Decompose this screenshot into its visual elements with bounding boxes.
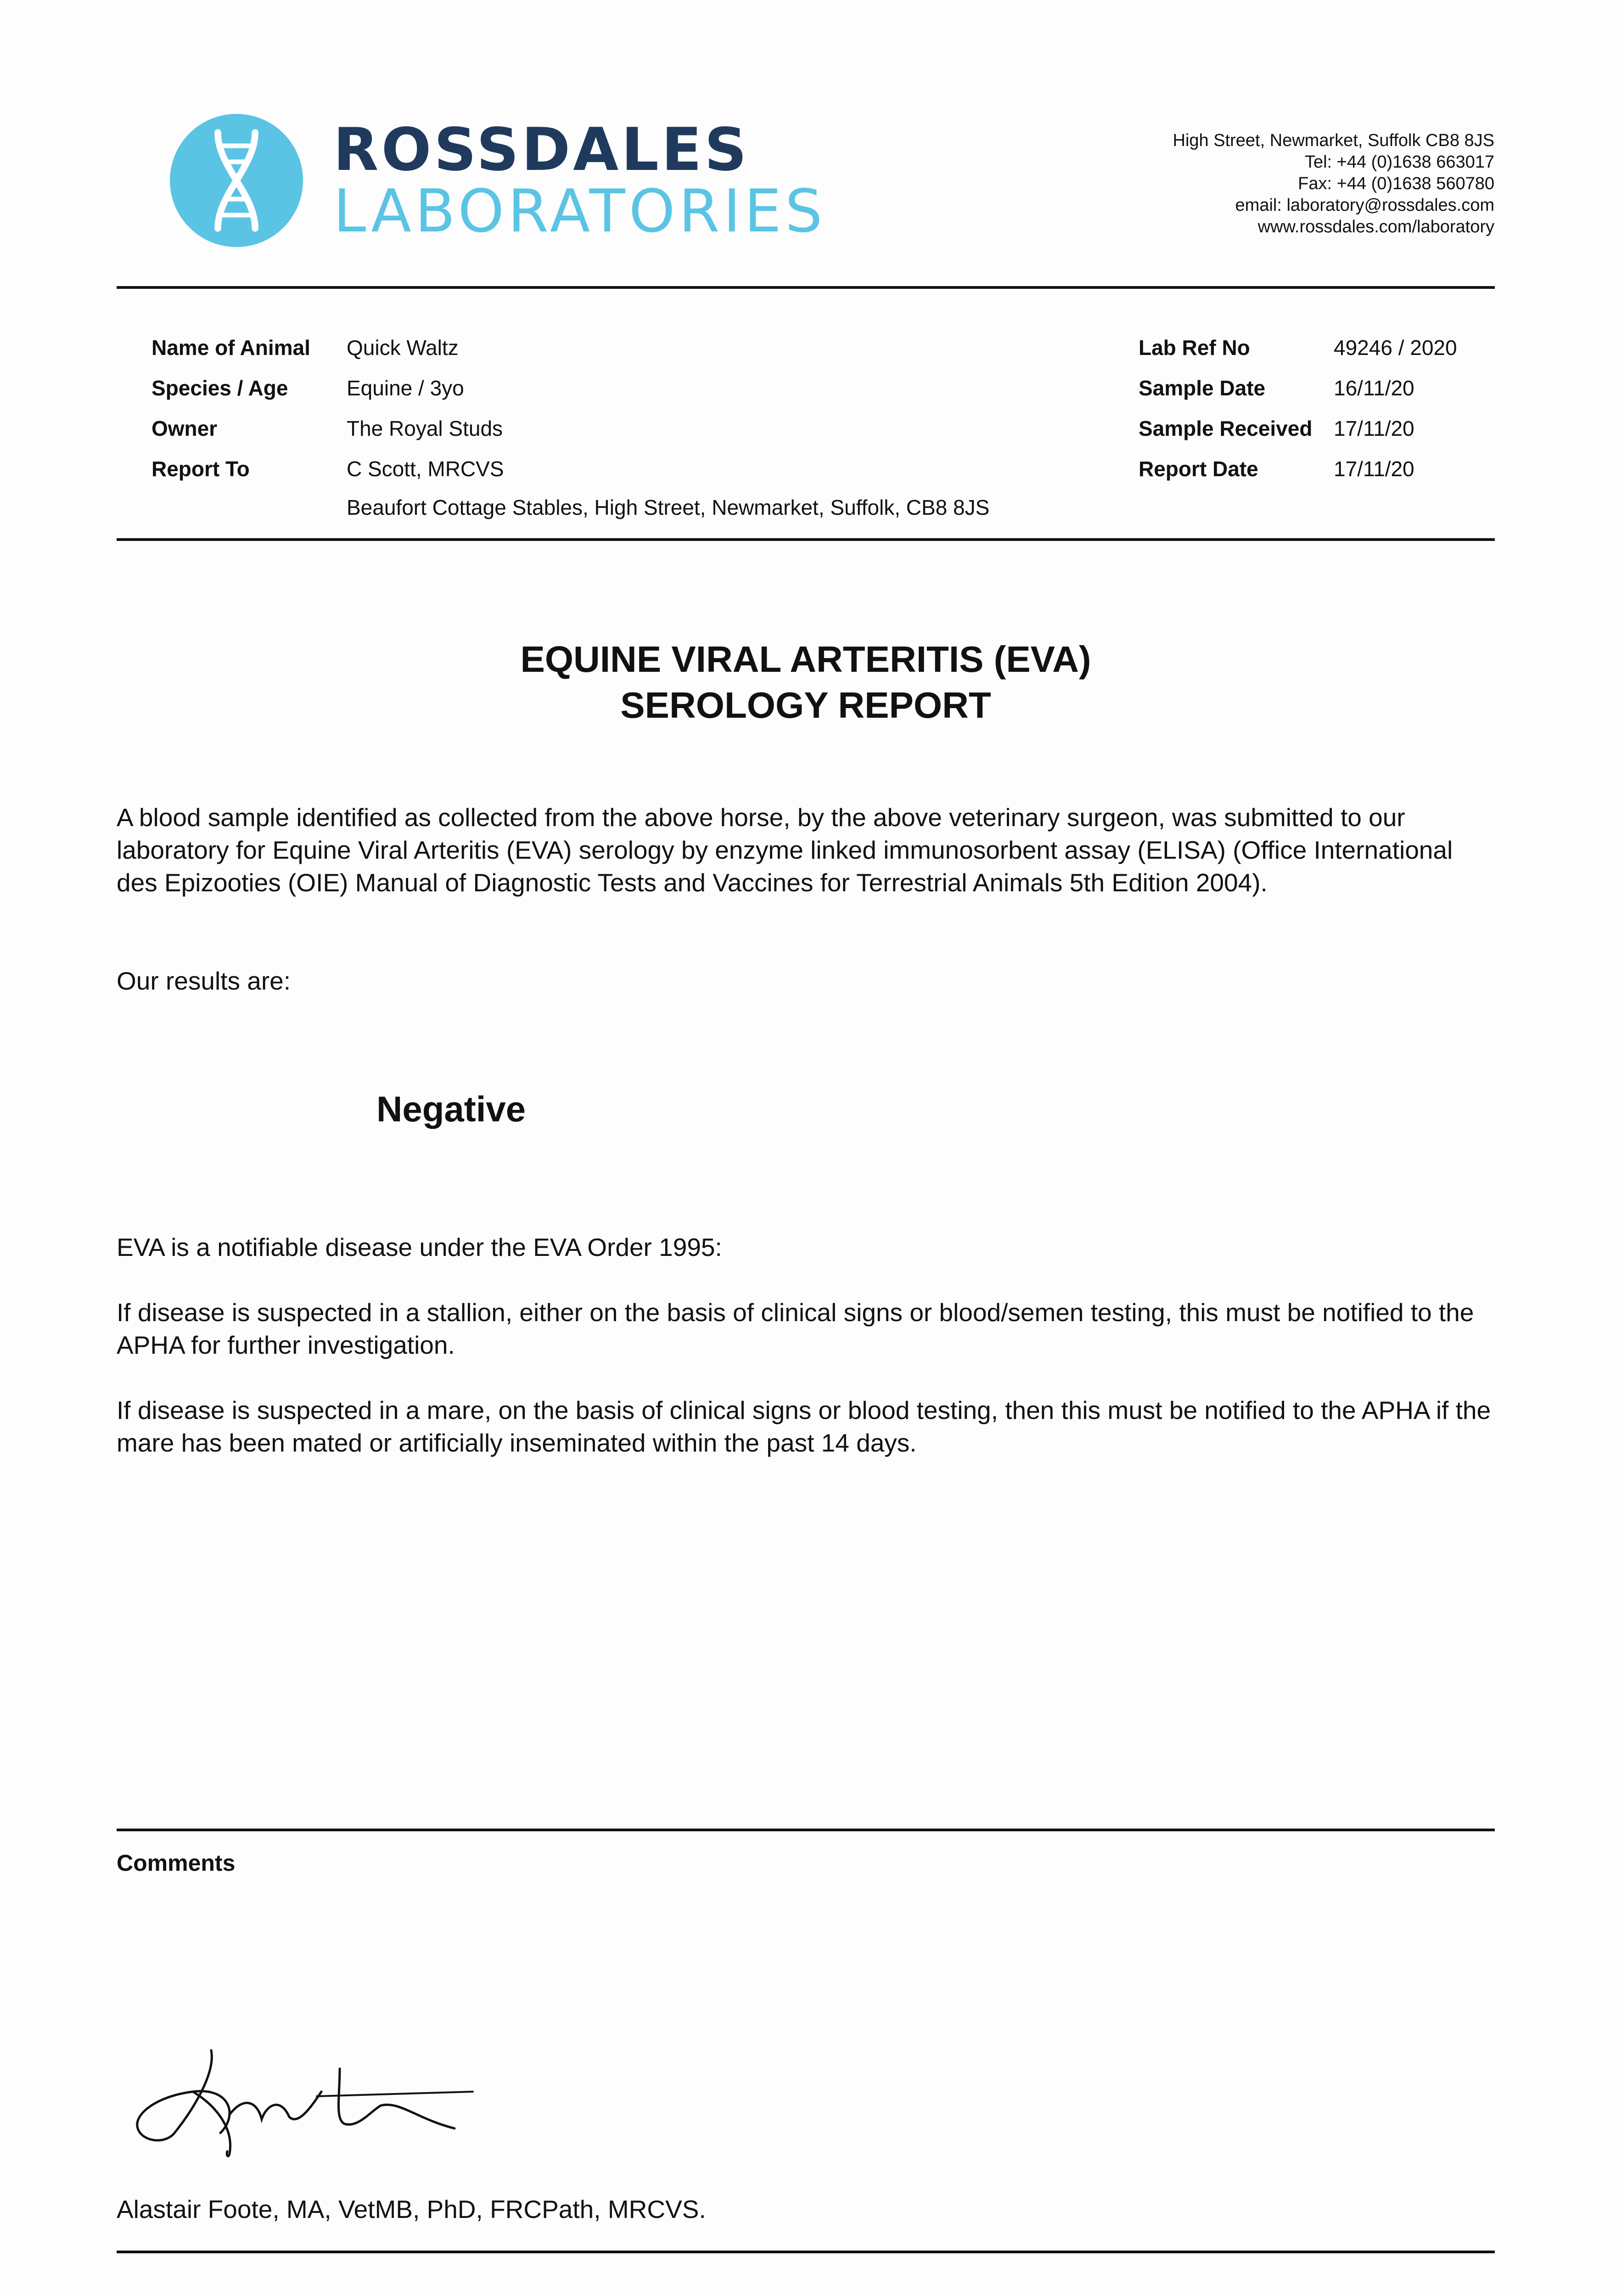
intro-paragraph: A blood sample identified as collected from the above horse, by the above veterinary surgeon, was submitted to our laboratory for Equine Viral Arteritis (EVA) serology by enzyme linked immunosorbent assay (ELISA) (Office International des Epizooties (OIE) Manual of Diagnostic Tests and Vaccines for Terrestrial Animals 5th Edition 2004). (117, 803, 1453, 897)
comments-divider (117, 1829, 1495, 1831)
footer-divider (117, 2251, 1495, 2253)
report-to-address: Beaufort Cottage Stables, High Street, Newmarket, Suffolk, CB8 8JS (347, 495, 990, 519)
report-to-value: C Scott, MRCVS (347, 457, 504, 481)
lab-address: High Street, Newmarket, Suffolk CB8 8JS (1173, 131, 1494, 150)
stallion-note: If disease is suspected in a stallion, either on the basis of clinical signs or blood/semen testing, this must be notified to the APHA for further investigation. (117, 1298, 1474, 1359)
sample-received-value: 17/11/20 (1334, 416, 1414, 440)
report-to-label: Report To (152, 457, 250, 481)
report-title-line2: SEROLOGY REPORT (620, 685, 991, 726)
name-of-animal-value: Quick Waltz (347, 336, 459, 360)
lab-name-line2: LABORATORIES (333, 177, 826, 246)
notifiable-note: EVA is a notifiable disease under the EVA Order 1995: (117, 1233, 722, 1261)
name-of-animal-label: Name of Animal (152, 336, 310, 360)
comments-label: Comments (117, 1850, 236, 1876)
lab-ref-label: Lab Ref No (1139, 336, 1250, 360)
lab-name-line1: ROSSDALES (333, 116, 750, 184)
sample-received-label: Sample Received (1139, 416, 1313, 440)
species-age-value: Equine / 3yo (347, 376, 464, 400)
handwritten-signature (124, 2041, 482, 2161)
results-intro: Our results are: (117, 967, 291, 995)
report-title (117, 636, 1495, 728)
lab-fax: Fax: +44 (0)1638 560780 (1298, 174, 1494, 193)
signer-name: Alastair Foote, MA, VetMB, PhD, FRCPath, MRCVS. (117, 2195, 706, 2223)
sample-date-label: Sample Date (1139, 376, 1266, 400)
report-date-value: 17/11/20 (1334, 457, 1414, 481)
owner-value: The Royal Studs (347, 416, 503, 440)
lab-ref-value: 49246 / 2020 (1334, 336, 1457, 360)
details-divider (117, 538, 1495, 541)
species-age-label: Species / Age (152, 376, 288, 400)
sample-date-value: 16/11/20 (1334, 376, 1414, 400)
report-title-line1: EQUINE VIRAL ARTERITIS (EVA) (520, 639, 1091, 680)
lab-contact-block (989, 130, 1494, 238)
owner-label: Owner (152, 416, 218, 440)
lab-tel: Tel: +44 (0)1638 663017 (1304, 152, 1494, 172)
report-date-label: Report Date (1139, 457, 1258, 481)
mare-note: If disease is suspected in a mare, on the basis of clinical signs or blood testing, then this must be notified to the APHA if the mare has been mated or artificially inseminated within the past 14 days. (117, 1396, 1491, 1457)
header-divider (117, 286, 1495, 289)
result-value: Negative (376, 1089, 526, 1129)
dna-logo-icon (170, 114, 303, 247)
lab-website: www.rossdales.com/laboratory (1257, 217, 1494, 236)
lab-email: email: laboratory@rossdales.com (1235, 196, 1494, 215)
